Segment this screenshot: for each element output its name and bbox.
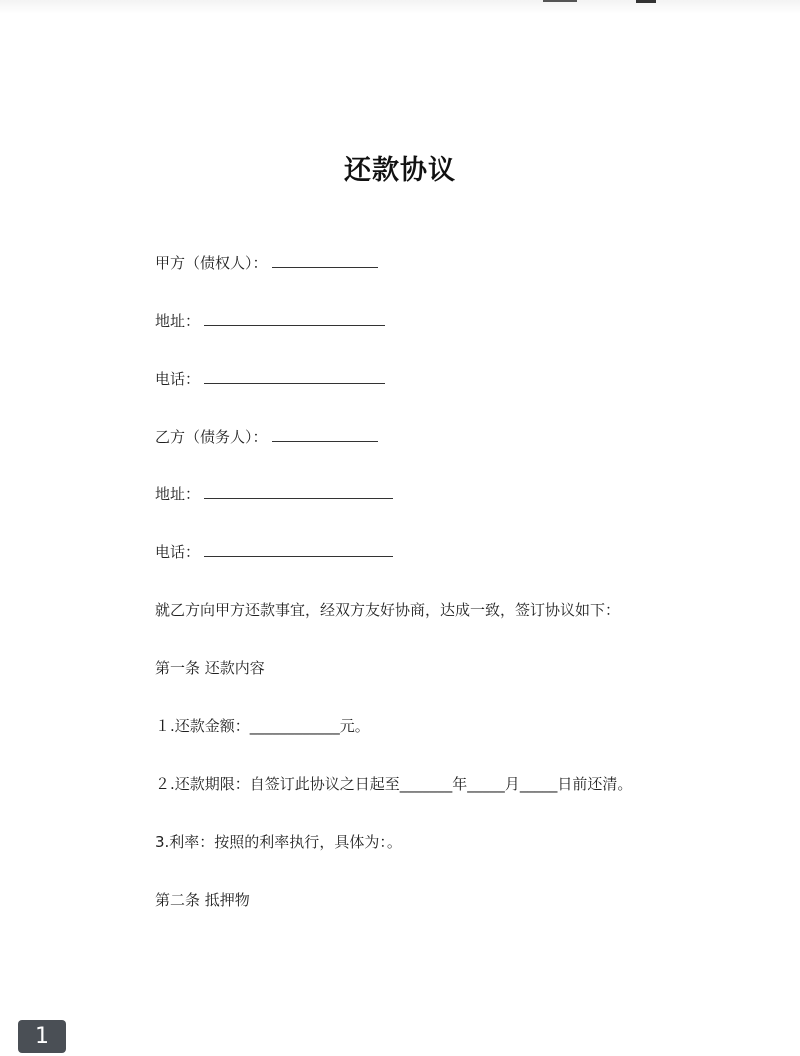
intro-paragraph: 就乙方向甲方还款事宜，经双方友好协商，达成一致，签订协议如下：: [155, 601, 621, 619]
page-number-badge[interactable]: 1: [18, 1020, 66, 1053]
item-2-prefix: ２.还款期限：自签订此协议之日起至: [155, 775, 400, 793]
item-2-deadline: [155, 774, 632, 794]
party-a-phone-blank: [204, 369, 385, 384]
party-b-blank: [272, 427, 378, 442]
article-1-heading: 第一条 还款内容: [155, 659, 265, 677]
article-2-heading: 第二条 抵押物: [155, 891, 250, 909]
item-2-blank-year: _______: [399, 775, 453, 793]
party-a-address-label: 地址：: [155, 312, 201, 330]
party-a-address-blank: [204, 311, 385, 326]
party-a-label: 甲方（债权人）：: [155, 254, 268, 272]
party-b-address-blank: [204, 484, 393, 499]
item-2-year: 年: [452, 775, 468, 793]
page-top-edge: [0, 0, 800, 14]
party-b-address-label: 地址：: [155, 485, 201, 503]
item-1-suffix: 元。: [339, 717, 370, 735]
document-title: 还款协议: [344, 155, 456, 186]
item-2-suffix: 日前还清。: [557, 775, 633, 793]
party-a-blank: [272, 253, 378, 268]
party-a-phone-label: 电话：: [155, 370, 201, 388]
party-a-address-line: [155, 311, 385, 331]
item-3-interest: 3.利率：按照的利率执行，具体为：。: [155, 833, 402, 851]
party-b-line: [155, 427, 378, 447]
top-edge-mark: [543, 0, 577, 2]
top-edge-mark: [636, 0, 656, 3]
item-2-blank-day: _____: [519, 775, 558, 793]
item-1-amount: [155, 716, 370, 736]
item-2-blank-month: _____: [467, 775, 505, 793]
item-1-blank: ____________: [249, 717, 340, 735]
party-a-phone-line: [155, 369, 385, 389]
party-b-label: 乙方（债务人）：: [155, 428, 268, 446]
party-b-phone-label: 电话：: [155, 543, 201, 561]
party-b-phone-line: [155, 542, 393, 562]
item-2-month: 月: [504, 775, 520, 793]
party-b-phone-blank: [204, 542, 393, 557]
item-1-prefix: １.还款金额：: [155, 717, 250, 735]
party-a-line: [155, 253, 378, 273]
party-b-address-line: [155, 484, 393, 504]
